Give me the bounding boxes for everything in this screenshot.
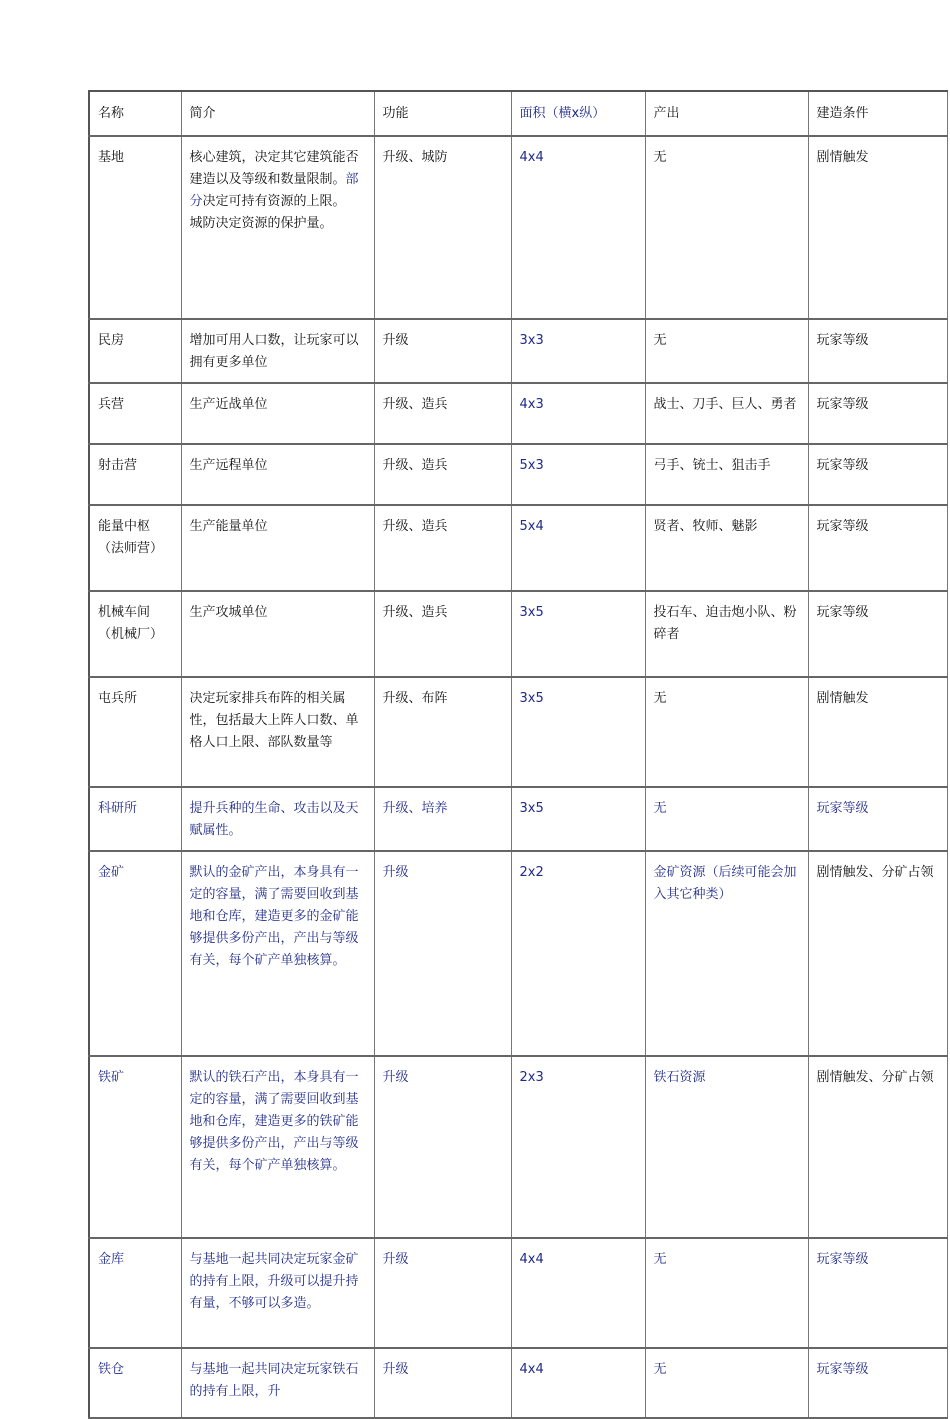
cell-condition: 玩家等级 [808, 383, 947, 444]
cell-name: 基地 [89, 136, 181, 319]
cell-function: 升级、城防 [374, 136, 511, 319]
cell-size: 3x5 [511, 591, 645, 677]
cell-output: 贤者、牧师、魅影 [645, 505, 808, 591]
cell-size: 5x4 [511, 505, 645, 591]
cell-desc: 默认的铁石产出，本身具有一定的容量，满了需要回收到基地和仓库，建造更多的铁矿能够提供多份产出，产出与等级有关，每个矿产单独核算。 [181, 1056, 374, 1238]
cell-desc: 核心建筑，决定其它建筑能否建造以及等级和数量限制。部分决定可持有资源的上限。 城防决定资源的保护量。 [181, 136, 374, 319]
cell-size: 4x4 [511, 1238, 645, 1348]
cell-function: 升级 [374, 1348, 511, 1418]
cell-condition: 玩家等级 [808, 505, 947, 591]
cell-output: 无 [645, 319, 808, 383]
cell-function: 升级 [374, 851, 511, 1056]
cell-size: 3x3 [511, 319, 645, 383]
cell-function: 升级、造兵 [374, 505, 511, 591]
cell-name: 机械车间（机械厂） [89, 591, 181, 677]
table-row [89, 319, 947, 383]
cell-name: 射击营 [89, 444, 181, 505]
cell-desc: 提升兵种的生命、攻击以及天赋属性。 [181, 787, 374, 851]
cell-output: 战士、刀手、巨人、勇者 [645, 383, 808, 444]
cell-function: 升级 [374, 1056, 511, 1238]
cell-desc: 生产能量单位 [181, 505, 374, 591]
cell-output: 弓手、铳士、狙击手 [645, 444, 808, 505]
table-row [89, 677, 947, 787]
cell-name: 金矿 [89, 851, 181, 1056]
cell-name: 铁矿 [89, 1056, 181, 1238]
table-header-row [89, 91, 947, 136]
cell-name: 金库 [89, 1238, 181, 1348]
cell-size: 2x2 [511, 851, 645, 1056]
table-row [89, 136, 947, 319]
table-row [89, 383, 947, 444]
header-name: 名称 [89, 91, 181, 136]
table-row [89, 444, 947, 505]
cell-name: 能量中枢（法师营） [89, 505, 181, 591]
table-row [89, 591, 947, 677]
cell-size: 4x4 [511, 1348, 645, 1418]
cell-name: 屯兵所 [89, 677, 181, 787]
cell-function: 升级、造兵 [374, 591, 511, 677]
cell-name: 兵营 [89, 383, 181, 444]
cell-size: 3x5 [511, 677, 645, 787]
cell-output: 金矿资源（后续可能会加入其它种类） [645, 851, 808, 1056]
cell-function: 升级 [374, 319, 511, 383]
cell-function: 升级、造兵 [374, 444, 511, 505]
cell-condition: 剧情触发 [808, 136, 947, 319]
cell-output: 铁石资源 [645, 1056, 808, 1238]
table-row [89, 851, 947, 1056]
header-condition: 建造条件 [808, 91, 947, 136]
cell-desc: 决定玩家排兵布阵的相关属性，包括最大上阵人口数、单格人口上限、部队数量等 [181, 677, 374, 787]
cell-output: 投石车、迫击炮小队、粉碎者 [645, 591, 808, 677]
cell-function: 升级、培养 [374, 787, 511, 851]
cell-desc: 生产远程单位 [181, 444, 374, 505]
cell-function: 升级 [374, 1238, 511, 1348]
cell-output: 无 [645, 1348, 808, 1418]
header-desc: 简介 [181, 91, 374, 136]
building-table [88, 90, 948, 1419]
cell-condition: 剧情触发、分矿占领 [808, 851, 947, 1056]
header-size: 面积（横x纵） [511, 91, 645, 136]
cell-condition: 玩家等级 [808, 319, 947, 383]
cell-function: 升级、布阵 [374, 677, 511, 787]
cell-condition: 剧情触发、分矿占领 [808, 1056, 947, 1238]
cell-name: 铁仓 [89, 1348, 181, 1418]
cell-size: 4x3 [511, 383, 645, 444]
cell-function: 升级、造兵 [374, 383, 511, 444]
cell-desc: 默认的金矿产出，本身具有一定的容量，满了需要回收到基地和仓库，建造更多的金矿能够提供多份产出，产出与等级有关，每个矿产单独核算。 [181, 851, 374, 1056]
cell-size: 4x4 [511, 136, 645, 319]
table-row [89, 505, 947, 591]
cell-output: 无 [645, 677, 808, 787]
cell-condition: 玩家等级 [808, 591, 947, 677]
cell-condition: 玩家等级 [808, 1348, 947, 1418]
cell-desc: 生产攻城单位 [181, 591, 374, 677]
cell-size: 3x5 [511, 787, 645, 851]
table-row [89, 1238, 947, 1348]
cell-name: 民房 [89, 319, 181, 383]
cell-condition: 玩家等级 [808, 1238, 947, 1348]
cell-name: 科研所 [89, 787, 181, 851]
cell-size: 5x3 [511, 444, 645, 505]
table-row [89, 1348, 947, 1418]
header-output: 产出 [645, 91, 808, 136]
cell-condition: 剧情触发 [808, 677, 947, 787]
cell-output: 无 [645, 1238, 808, 1348]
cell-output: 无 [645, 136, 808, 319]
cell-desc: 增加可用人口数，让玩家可以拥有更多单位 [181, 319, 374, 383]
table-row [89, 787, 947, 851]
cell-desc: 生产近战单位 [181, 383, 374, 444]
cell-desc: 与基地一起共同决定玩家铁石的持有上限，升 [181, 1348, 374, 1418]
header-function: 功能 [374, 91, 511, 136]
cell-desc: 与基地一起共同决定玩家金矿的持有上限，升级可以提升持有量，不够可以多造。 [181, 1238, 374, 1348]
cell-size: 2x3 [511, 1056, 645, 1238]
cell-condition: 玩家等级 [808, 444, 947, 505]
cell-condition: 玩家等级 [808, 787, 947, 851]
table-row [89, 1056, 947, 1238]
cell-output: 无 [645, 787, 808, 851]
